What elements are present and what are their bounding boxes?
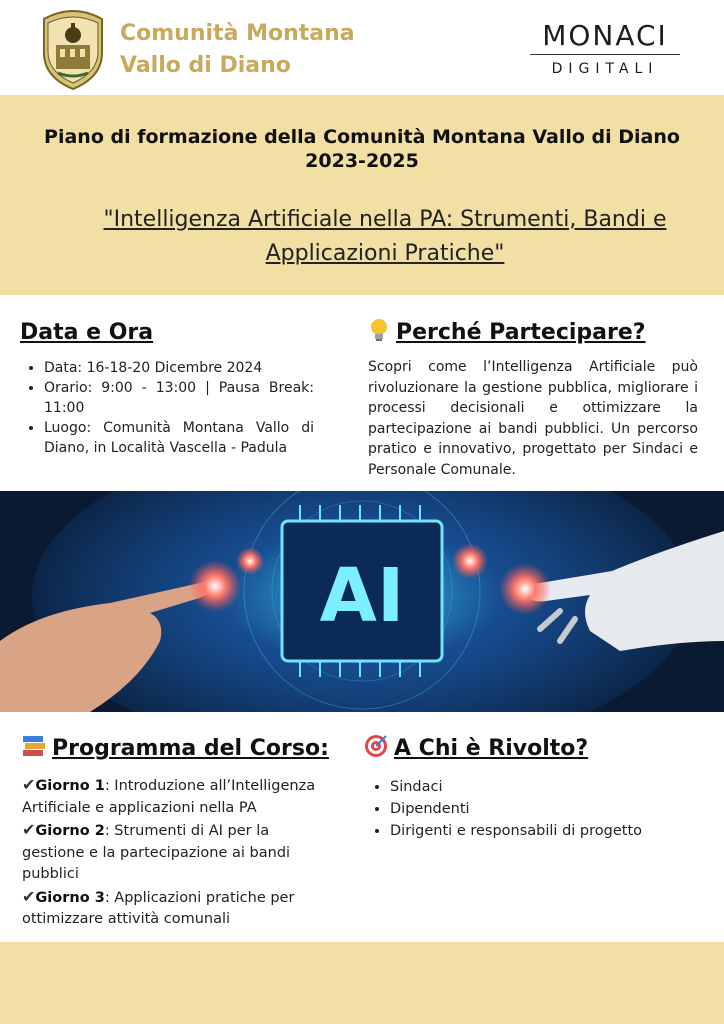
- data-ora-section: [22, 358, 314, 458]
- crest-logo-icon: [38, 5, 108, 91]
- program-day-label: Giorno 3: [35, 889, 105, 906]
- list-item: • Dirigenti e responsabili di progetto: [390, 820, 698, 842]
- list-item: • Luogo: Comunità Montana Vallo di Diano, in Località Vascella - Padula: [44, 418, 314, 458]
- data-ora-list: [22, 358, 314, 458]
- org-name-line2: Vallo di Diano: [120, 53, 291, 78]
- program-day-text: : Applicazioni pratiche per ottimizzare attività comunali: [22, 889, 295, 927]
- programma-heading: [22, 734, 329, 764]
- program-day-label: Giorno 1: [35, 778, 105, 794]
- org-name-line1: Comunità Montana: [120, 21, 355, 46]
- lightbulb-icon: [368, 318, 390, 342]
- list-item: • Sindaci: [390, 776, 698, 798]
- list-item: • Data: 16-18-20 Dicembre 2024: [44, 358, 314, 378]
- perche-text: Scopri come l’Intelligenza Artificiale può rivoluzionare la gestione pubblica, migliorare i processi decisionali e ottimizzare la partecipazione ai bandi pubblici. Un percorso pratico e innovativo, progettato per Sindaci e Personale Comunale.: [368, 359, 698, 478]
- brand-bottom-text: DIGITALI: [551, 61, 659, 77]
- plan-title-line2: 2023-2025: [305, 150, 419, 172]
- brand-divider: [530, 54, 680, 55]
- course-title: "Intelligenza Artificiale nella PA: Strumenti, Bandi e Applicazioni Pratiche": [103, 207, 667, 266]
- page-header: [0, 0, 724, 95]
- brand-top-text: MONACI: [542, 19, 668, 52]
- checkmark-icon: ✔: [22, 886, 36, 906]
- monaci-digitali-logo: [520, 20, 690, 77]
- program-day-label: Giorno 2: [35, 823, 105, 839]
- perche-section: [368, 357, 698, 480]
- program-day-1: [22, 774, 322, 819]
- checkmark-icon: ✔: [22, 775, 36, 794]
- rivolto-heading-text: A Chi è Rivolto?: [394, 736, 589, 761]
- rivolto-heading: [364, 734, 588, 764]
- target-icon: [364, 734, 388, 758]
- ai-hero-image: [0, 491, 724, 712]
- programma-section: [22, 774, 322, 931]
- books-icon: [22, 734, 46, 758]
- plan-title-line1: Piano di formazione della Comunità Montana Vallo di Diano: [44, 126, 680, 148]
- program-day-3: [22, 886, 322, 931]
- footer-band: [0, 942, 724, 1024]
- program-day-text: : Introduzione all’Intelligenza Artificiale e applicazioni nella PA: [22, 778, 316, 816]
- plan-title: [10, 125, 714, 173]
- perche-heading-text: Perché Partecipare?: [396, 320, 646, 345]
- rivolto-list: [368, 776, 698, 842]
- checkmark-icon: ✔: [22, 820, 36, 839]
- perche-heading: [368, 318, 646, 348]
- list-item: • Dipendenti: [390, 798, 698, 820]
- program-day-text: : Strumenti di AI per la gestione e la partecipazione ai bandi pubblici: [22, 823, 291, 882]
- ai-chip-label: AI: [319, 553, 405, 639]
- organization-name: [120, 18, 380, 82]
- list-item: • Orario: 9:00 - 13:00 | Pausa Break: 11:00: [44, 378, 314, 418]
- programma-heading-text: Programma del Corso:: [52, 736, 329, 761]
- data-ora-heading: Data e Ora: [20, 320, 154, 345]
- rivolto-section: [368, 776, 698, 842]
- program-day-2: [22, 819, 322, 886]
